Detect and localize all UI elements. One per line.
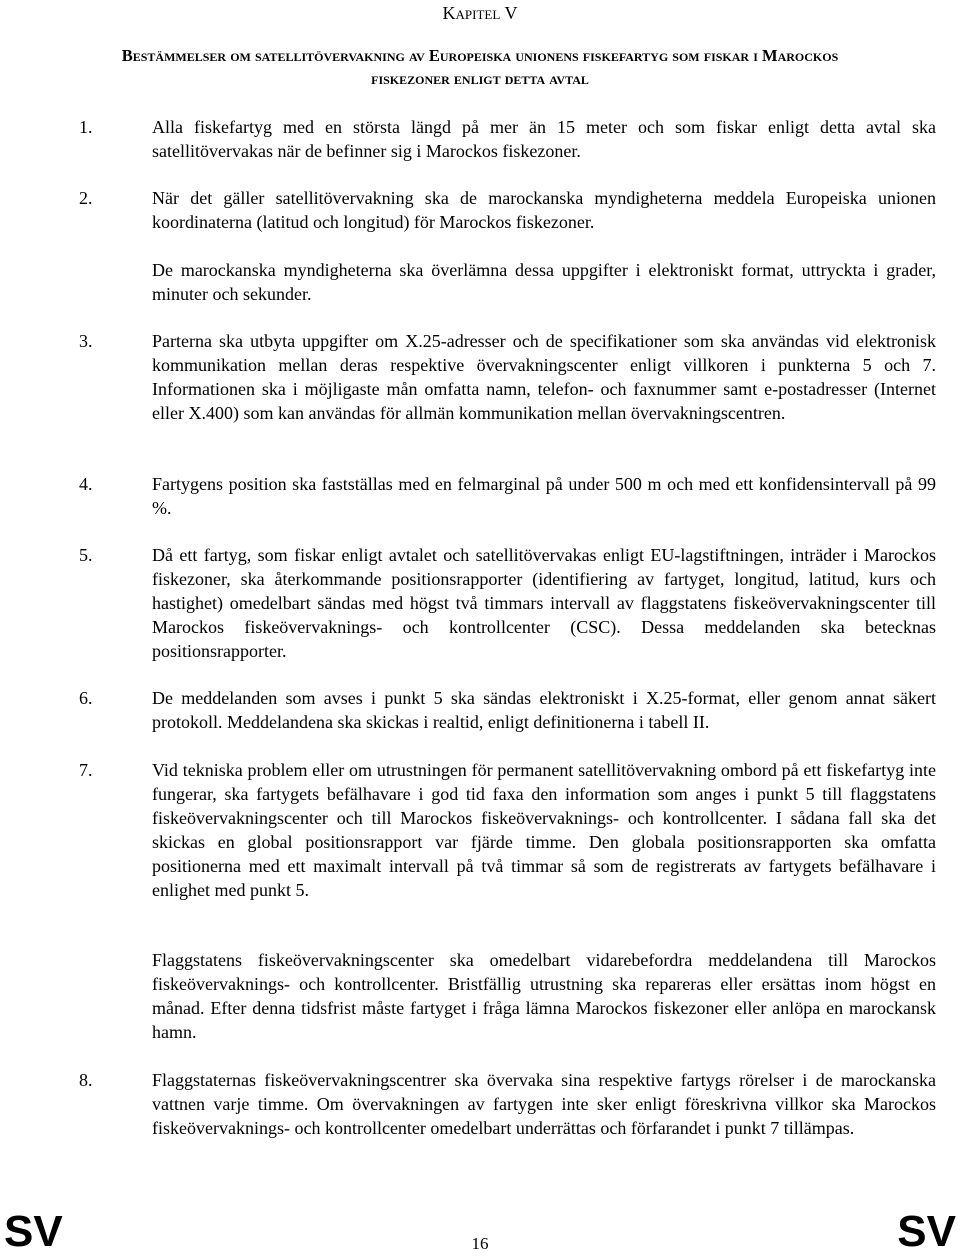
item-paragraph: Parterna ska utbyta uppgifter om X.25-adresser och de specifikationer som ska användas vid elektronisk kommunikation mellan deras respektive övervakningscenter enligt villkoren i punkterna 5 och 7. Informationen ska i möjligaste mån omfatta namn, telefon- och faxnummer samt e-postadresser (Internet eller X.400) som kan användas för allmän kommunikation mellan övervakningscentren. bbox=[152, 331, 936, 423]
item-paragraph: Flaggstatens fiskeövervakningscenter ska omedelbart vidarebefordra meddelandena till Marockos fiskeövervaknings- och kontrollcenter. Bristfällig utrustning ska repareras eller ersättas inom högst en månad. Efter denna tidsfrist måste fartyget i fråga lämna Marockos fiskezoner eller anlöpa en marockansk hamn. bbox=[152, 950, 936, 1042]
item-number: 5. bbox=[79, 545, 93, 565]
item-paragraph: Då ett fartyg, som fiskar enligt avtalet och satellitövervakas enligt EU-lagstiftningen, inträder i Marockos fiskezoner, ska återkommande positionsrapporter (identifiering av fartyget, longitud, latitud, kurs och hastighet) omedelbart sändas med högst två timmars intervall av flaggstatens fiskeövervakningscenter till Marockos fiskeövervaknings- och kontrollcenter (CSC). Dessa meddelanden ska betecknas positionsrapporter. bbox=[152, 545, 936, 661]
page-number: 16 bbox=[471, 1234, 489, 1253]
item-number: 7. bbox=[79, 760, 93, 780]
chapter-title: Kapitel V bbox=[442, 3, 518, 23]
footer-language-code-right: SV bbox=[897, 1207, 956, 1256]
item-number: 4. bbox=[79, 474, 93, 494]
item-number: 3. bbox=[79, 331, 93, 351]
section-heading: Bestämmelser om satellitövervakning av Europeiska unionens fiskefartyg som fiskar i Marockos fiskezoner enligt detta avtal bbox=[121, 46, 839, 88]
item-number: 2. bbox=[79, 188, 93, 208]
item-paragraph: Alla fiskefartyg med en största längd på mer än 15 meter och som fiskar enligt detta avtal ska satellitövervakas när de befinner sig i Marockos fiskezoner. bbox=[152, 117, 936, 161]
item-number: 6. bbox=[79, 688, 93, 708]
item-number: 8. bbox=[79, 1070, 93, 1090]
item-paragraph: De marockanska myndigheterna ska överlämna dessa uppgifter i elektroniskt format, uttryckta i grader, minuter och sekunder. bbox=[152, 260, 936, 304]
item-paragraph: Flaggstaternas fiskeövervakningscentrer ska övervaka sina respektive fartygs rörelser i de marockanska vattnen varje timme. Om övervakningen av fartygen inte sker enligt föreskrivna villkor ska Marockos fiskeövervaknings- och kontrollcenter omedelbart underrättas och förfarandet i punkt 7 tillämpas. bbox=[152, 1070, 936, 1138]
footer-language-code-left: SV bbox=[4, 1207, 63, 1256]
item-paragraph: Fartygens position ska fastställas med en felmarginal på under 500 m och med ett konfidensintervall på 99 %. bbox=[152, 474, 936, 518]
item-number: 1. bbox=[79, 117, 93, 137]
item-paragraph: De meddelanden som avses i punkt 5 ska sändas elektroniskt i X.25-format, eller genom annat säkert protokoll. Meddelandena ska skickas i realtid, enligt definitionerna i tabell II. bbox=[152, 688, 936, 732]
item-paragraph: När det gäller satellitövervakning ska de marockanska myndigheterna meddela Europeiska unionen koordinaterna (latitud och longitud) för Marockos fiskezoner. bbox=[152, 188, 936, 232]
item-paragraph: Vid tekniska problem eller om utrustningen för permanent satellitövervakning ombord på ett fiskefartyg inte fungerar, ska fartygets befälhavare i god tid faxa den information som anges i punkt 5 till flaggstatens fiskeövervakningscenter och till Marockos fiskeövervaknings- och kontrollcenter. I sådana fall ska det skickas en global positionsrapport var fjärde timme. Den globala positionsrapporten ska omfatta positionerna med ett maximalt intervall på två timmar så som de registrerats av fartygets befälhavare i enlighet med punkt 5. bbox=[152, 760, 936, 900]
